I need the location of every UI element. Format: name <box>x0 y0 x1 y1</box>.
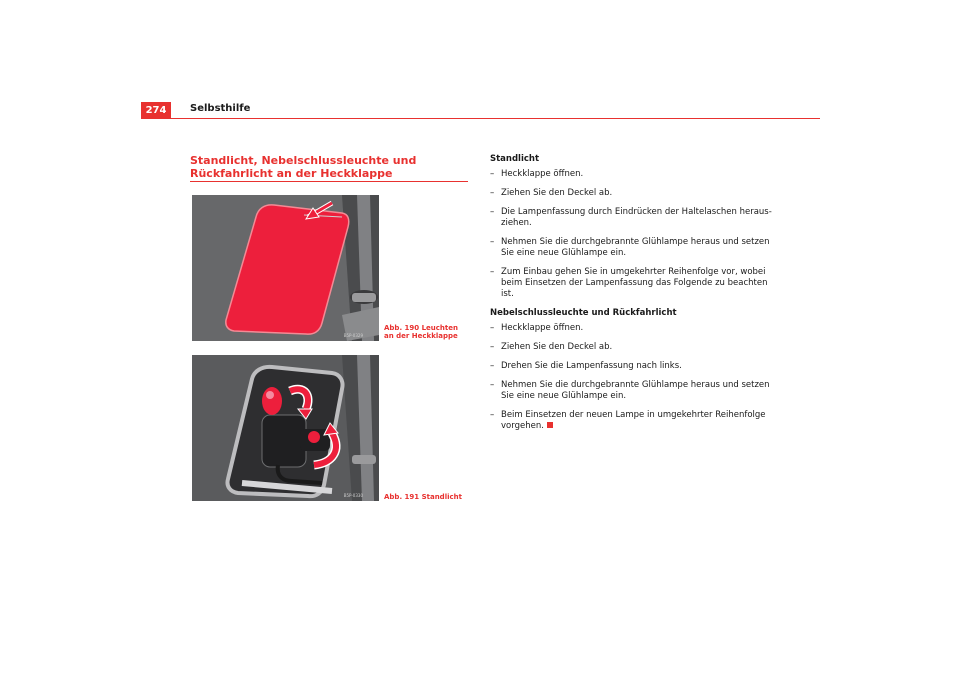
heading-fog-reverse-light: Nebelschlussleuchte und Rückfahrlicht <box>490 308 677 318</box>
dash: – <box>490 361 495 371</box>
dash: – <box>490 342 495 352</box>
end-of-section-icon <box>547 422 553 428</box>
step-text: Nehmen Sie die durchgebrannte Glühlampe heraus und setzen Sie eine neue Glühlampe ein. <box>501 380 770 401</box>
tailgate-illustration <box>192 195 379 341</box>
step-text: Nehmen Sie die durchgebrannte Glühlampe heraus und setzen Sie eine neue Glühlampe ein. <box>501 237 770 258</box>
step-text: Heckklappe öffnen. <box>501 169 584 179</box>
step-text: Ziehen Sie den Deckel ab. <box>501 342 613 352</box>
list-item <box>490 380 775 402</box>
dash: – <box>490 237 495 247</box>
header-title: Selbsthilfe <box>190 103 251 114</box>
figure-caption: Abb. 191 Standlicht <box>384 493 462 501</box>
step-text: Drehen Sie die Lampenfassung nach links. <box>501 361 682 371</box>
page-number: 274 <box>141 102 171 118</box>
list-item <box>490 410 775 432</box>
dash: – <box>490 188 495 198</box>
figure-tailgate-lights <box>192 195 379 341</box>
dash: – <box>490 323 495 333</box>
step-text: Zum Einbau gehen Sie in umgekehrter Reihenfolge vor, wobei beim Einsetzen der Lampenfassung das Folgende zu beachten ist. <box>501 267 768 299</box>
steps-fog-reverse-light <box>490 323 775 432</box>
list-item <box>490 342 775 353</box>
list-item <box>490 188 775 199</box>
heading-parking-light: Standlicht <box>490 154 540 164</box>
figure-code: B5P-0330 <box>343 493 363 498</box>
list-item <box>490 237 775 259</box>
figure-caption: Abb. 190 Leuchten an der Heckklappe <box>384 324 458 340</box>
list-item <box>490 361 775 372</box>
list-item <box>490 169 775 180</box>
dash: – <box>490 267 495 277</box>
section-rule <box>190 181 468 182</box>
instructions <box>490 154 775 440</box>
header-rule <box>141 118 820 119</box>
step-text: Beim Einsetzen der neuen Lampe in umgekehrter Reihenfolge vorgehen. <box>501 410 766 431</box>
figure-parking-light <box>192 355 379 501</box>
parking-light-illustration <box>192 355 379 501</box>
dash: – <box>490 207 495 217</box>
section-title: Standlicht, Nebelschlussleuchte und Rückfahrlicht an der Heckklappe <box>190 154 417 180</box>
dash: – <box>490 380 495 390</box>
list-item <box>490 207 775 229</box>
step-text: Ziehen Sie den Deckel ab. <box>501 188 613 198</box>
step-text: Die Lampenfassung durch Eindrücken der Haltelaschen heraus- ziehen. <box>501 207 772 228</box>
list-item <box>490 323 775 334</box>
list-item <box>490 267 775 300</box>
dash: – <box>490 410 495 420</box>
step-text: Heckklappe öffnen. <box>501 323 584 333</box>
steps-parking-light <box>490 169 775 300</box>
figure-code: B5P-0329 <box>343 333 363 338</box>
dash: – <box>490 169 495 179</box>
